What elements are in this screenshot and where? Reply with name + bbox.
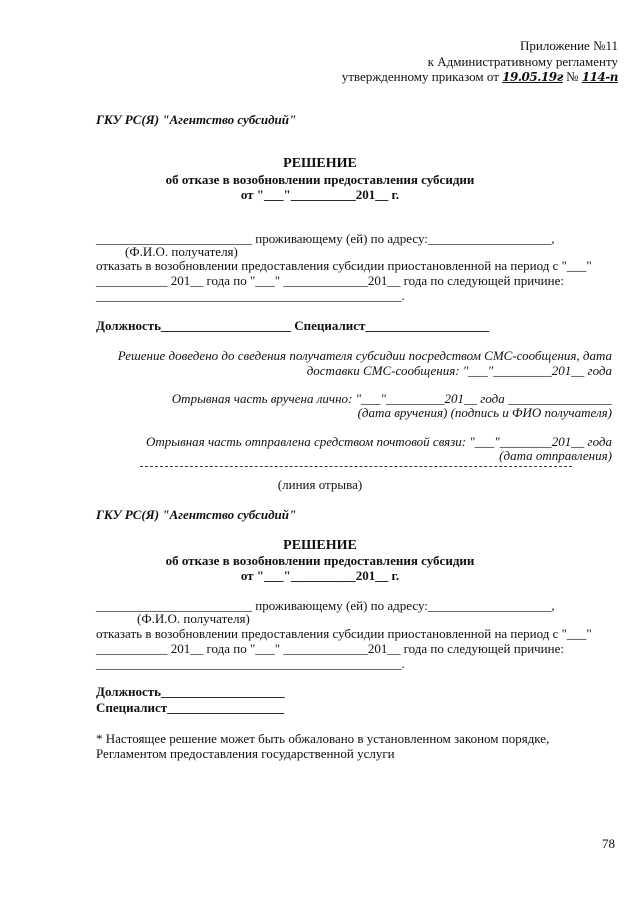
page-number: 78 (602, 836, 615, 851)
order-date-handwritten: 19.05.19г (502, 70, 563, 84)
top-subtitle: об отказе в возобновлении предоставления субсидии (165, 172, 475, 187)
bottom-title: РЕШЕНИЕ (283, 538, 357, 553)
bottom-recipient-line: ________________________ проживающему (ей) по адресу:___________________, (96, 598, 555, 613)
number-sign: № (566, 69, 579, 84)
appendix-number: Приложение №11 (520, 38, 618, 53)
bottom-specialist-line: Специалист__________________ (96, 700, 285, 715)
tear-off-dashed-line (140, 466, 572, 467)
bottom-position-line: Должность___________________ (96, 684, 285, 699)
bottom-note-line-1: * Настоящее решение может быть обжаловано в установленном законом порядке, (96, 731, 550, 746)
top-org-name: ГКУ РС(Я) "Агентство субсидий" (96, 112, 297, 127)
top-recipient-hint: (Ф.И.О. получателя) (125, 244, 238, 259)
top-body-line-1: отказать в возобновлении предоставления субсидии приостановленной на период с "___" (96, 258, 592, 273)
bottom-date-line: от "___"__________201__ г. (240, 568, 400, 583)
order-number-handwritten: 114-п (581, 70, 618, 84)
top-body-line-3: _______________________________________________. (96, 288, 405, 303)
top-mailed-line: Отрывная часть отправлена средством почтовой связи: "___"________201__ года (145, 434, 612, 449)
top-body-line-2: ___________ 201__ года по "___" _____________201__ года по следующей причине: (96, 273, 564, 288)
top-title: РЕШЕНИЕ (283, 156, 357, 171)
bottom-recipient-hint: (Ф.И.О. получателя) (137, 611, 250, 626)
bottom-body-line-2: ___________ 201__ года по "___" _____________201__ года по следующей причине: (96, 641, 564, 656)
top-recipient-line: ________________________ проживающему (ей) по адресу:___________________, (96, 231, 555, 246)
top-date-line: от "___"__________201__ г. (240, 187, 400, 202)
tear-off-label: (линия отрыва) (277, 477, 363, 492)
appendix-regulation: к Административному регламенту (427, 54, 618, 69)
top-handed-line: Отрывная часть вручена лично: "___"_________201__ года ________________ (171, 391, 612, 406)
bottom-org-name: ГКУ РС(Я) "Агентство субсидий" (96, 507, 297, 522)
bottom-body-line-1: отказать в возобновлении предоставления субсидии приостановленной на период с "___" (96, 626, 592, 641)
appendix-order-line (342, 69, 618, 85)
order-prefix: утвержденному приказом от (341, 69, 499, 84)
bottom-note-line-2: Регламентом предоставления государственной услуги (96, 746, 395, 761)
bottom-body-line-3: _______________________________________________. (96, 656, 405, 671)
top-handed-hint: (дата вручения) (подпись и ФИО получателя) (357, 405, 612, 420)
bottom-subtitle: об отказе в возобновлении предоставления субсидии (165, 553, 475, 568)
top-sms-line-2: доставки СМС-сообщения: "___"_________201__ года (306, 363, 612, 378)
top-mailed-hint: (дата отправления) (499, 448, 612, 463)
top-sms-line-1: Решение доведено до сведения получателя субсидии посредством СМС-сообщения, дата (117, 348, 612, 363)
top-signature-line: Должность____________________ Специалист___________________ (96, 318, 489, 333)
